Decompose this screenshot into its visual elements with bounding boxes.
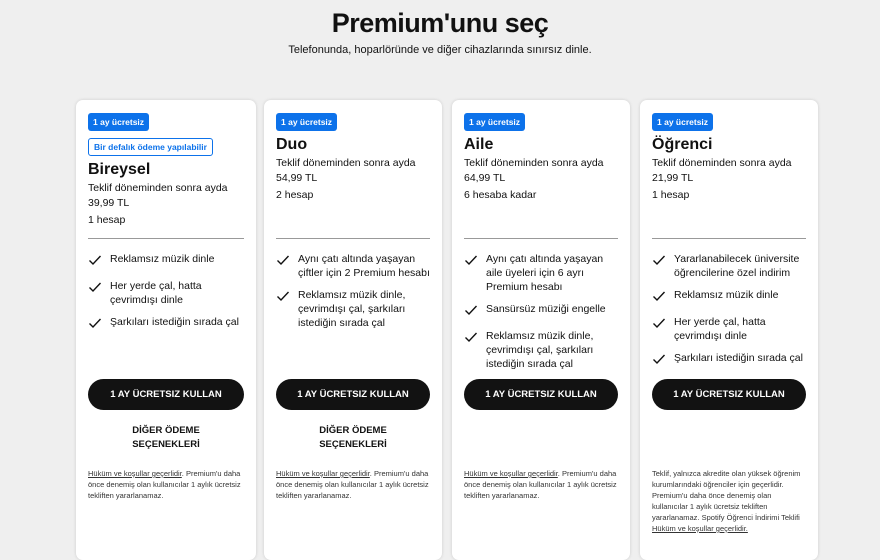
plan-name: Bireysel — [88, 161, 151, 178]
feature-list — [276, 252, 430, 338]
price-label: Teklif döneminden sonra ayda — [276, 157, 416, 169]
feature-item — [652, 315, 806, 343]
plan-name: Aile — [464, 136, 494, 153]
start-trial-button[interactable]: 1 AY ÜCRETSIZ KULLAN — [88, 379, 244, 410]
start-trial-button[interactable]: 1 AY ÜCRETSIZ KULLAN — [652, 379, 806, 410]
terms-text — [88, 468, 244, 501]
feature-list — [652, 252, 806, 378]
page-subtitle: Telefonunda, hoparlöründe ve diğer cihazlarında sınırsız dinle. — [288, 44, 592, 56]
check-icon — [276, 253, 290, 280]
accounts: 1 hesap — [652, 189, 690, 201]
terms-intro: Teklif, yalnızca akredite olan yüksek öğrenim kurumlarındaki öğrenciler için geçerlidir. Premium'u daha önce denemiş olan kullanıcılar 1 aylık ücretsiz tekliften yararlanamaz. Spotify Öğrenci İndirimi Teklifi — [652, 469, 801, 522]
feature-item — [464, 302, 618, 321]
check-icon — [464, 303, 478, 321]
check-icon — [88, 316, 102, 334]
terms-body: . Premium'u daha önce denemiş olan kullanıcılar 1 aylık ücretsiz tekliften yararlanamaz. — [276, 469, 429, 500]
accounts: 2 hesap — [276, 189, 314, 201]
feature-text: Sansürsüz müziği engelle — [486, 303, 606, 315]
price: 21,99 TL — [652, 172, 694, 184]
accounts: 6 hesaba kadar — [464, 189, 537, 201]
feature-list — [88, 252, 244, 342]
feature-text: Her yerde çal, hatta çevrimdışı dinle — [674, 316, 766, 342]
feature-text: Reklamsız müzik dinle — [110, 253, 215, 265]
price-label: Teklif döneminden sonra ayda — [88, 182, 228, 194]
feature-text: Reklamsız müzik dinle, çevrimdışı çal, şarkıları istediğin sırada çal — [486, 330, 594, 370]
price: 54,99 TL — [276, 172, 318, 184]
divider — [652, 238, 806, 239]
feature-item — [88, 315, 244, 334]
plan-name: Öğrenci — [652, 136, 713, 153]
free-trial-badge: 1 ay ücretsiz — [464, 113, 525, 131]
feature-text: Reklamsız müzik dinle — [674, 289, 779, 301]
free-trial-badge: 1 ay ücretsiz — [88, 113, 149, 131]
check-icon — [652, 253, 666, 280]
feature-item — [276, 288, 430, 330]
start-trial-button[interactable]: 1 AY ÜCRETSIZ KULLAN — [276, 379, 430, 410]
feature-item — [652, 288, 806, 307]
terms-body: . Premium'u daha önce denemiş olan kullanıcılar 1 aylık ücretsiz tekliften yararlanamaz. — [464, 469, 617, 500]
check-icon — [464, 253, 478, 294]
terms-body: . Premium'u daha önce denemiş olan kullanıcılar 1 aylık ücretsiz tekliften yararlanamaz. — [88, 469, 241, 500]
feature-text: Her yerde çal, hatta çevrimdışı dinle — [110, 280, 202, 306]
feature-item — [652, 252, 806, 280]
feature-text: Reklamsız müzik dinle, çevrimdışı çal, şarkıları istediğin sırada çal — [298, 289, 406, 329]
feature-item — [88, 252, 244, 271]
feature-text: Aynı çatı altında yaşayan aile üyeleri için 6 ayrı Premium hesabı — [486, 253, 604, 293]
other-payment-options-link[interactable]: DİĞER ÖDEME SEÇENEKLERİ — [319, 425, 387, 450]
feature-item — [464, 329, 618, 371]
price-label: Teklif döneminden sonra ayda — [464, 157, 604, 169]
feature-item — [88, 279, 244, 307]
check-icon — [464, 330, 478, 371]
check-icon — [88, 280, 102, 307]
feature-text: Yararlanabilecek üniversite öğrencilerine özel indirim — [674, 253, 800, 279]
check-icon — [276, 289, 290, 330]
terms-link[interactable]: Hüküm ve koşullar geçerlidir — [464, 469, 558, 478]
price: 39,99 TL — [88, 197, 130, 209]
feature-item — [276, 252, 430, 280]
terms-text — [652, 468, 806, 534]
terms-text — [464, 468, 618, 501]
check-icon — [652, 316, 666, 343]
feature-text: Şarkıları istediğin sırada çal — [110, 316, 239, 328]
terms-link[interactable]: Hüküm ve koşullar geçerlidir — [88, 469, 182, 478]
feature-item — [464, 252, 618, 294]
terms-link[interactable]: Hüküm ve koşullar geçerlidir. — [652, 524, 748, 533]
plan-card-duo — [264, 100, 442, 560]
divider — [276, 238, 430, 239]
plan-name: Duo — [276, 136, 308, 153]
price-label: Teklif döneminden sonra ayda — [652, 157, 792, 169]
start-trial-button[interactable]: 1 AY ÜCRETSIZ KULLAN — [464, 379, 618, 410]
plan-card-bireysel — [76, 100, 256, 560]
terms-link[interactable]: Hüküm ve koşullar geçerlidir — [276, 469, 370, 478]
accounts: 1 hesap — [88, 214, 126, 226]
feature-text: Şarkıları istediğin sırada çal — [674, 352, 803, 364]
plan-card-aile — [452, 100, 630, 560]
other-payment-options-link[interactable]: DİĞER ÖDEME SEÇENEKLERİ — [132, 425, 200, 450]
free-trial-badge: 1 ay ücretsiz — [652, 113, 713, 131]
feature-item — [652, 351, 806, 370]
free-trial-badge: 1 ay ücretsiz — [276, 113, 337, 131]
check-icon — [652, 352, 666, 370]
price: 64,99 TL — [464, 172, 506, 184]
check-icon — [88, 253, 102, 271]
terms-text — [276, 468, 430, 501]
page-title: Premium'unu seç — [331, 8, 549, 38]
divider — [464, 238, 618, 239]
check-icon — [652, 289, 666, 307]
feature-list — [464, 252, 618, 379]
divider — [88, 238, 244, 239]
one-time-payment-badge: Bir defalık ödeme yapılabilir — [88, 138, 213, 156]
plan-card-öğrenci — [640, 100, 818, 560]
feature-text: Aynı çatı altında yaşayan çiftler için 2 Premium hesabı — [298, 253, 430, 279]
